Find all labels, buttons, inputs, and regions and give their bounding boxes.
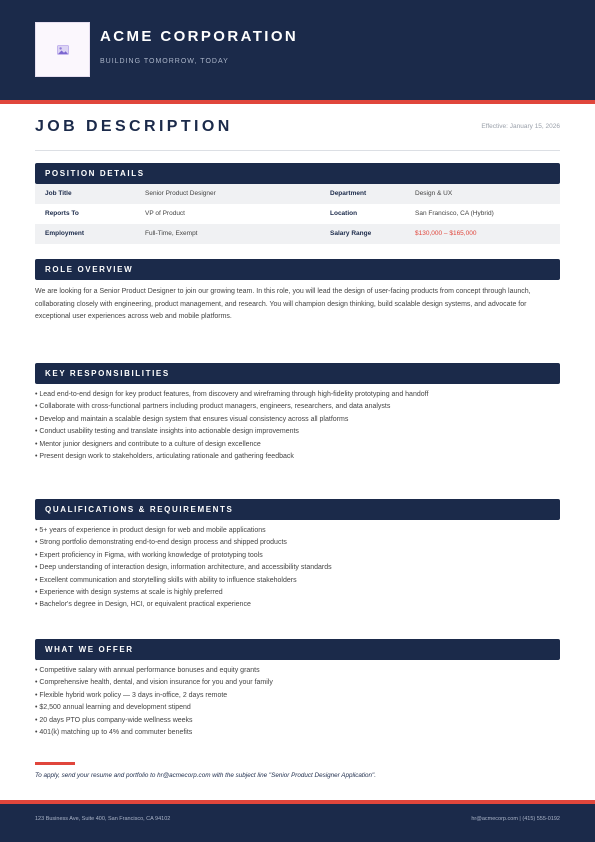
section-heading-role-overview	[35, 259, 560, 280]
list-item: • Competitive salary with annual performance bonuses and equity grants	[35, 667, 260, 674]
list-item: • 20 days PTO plus company-wide wellness weeks	[35, 716, 193, 724]
details-value: VP of Product	[145, 210, 185, 217]
effective-date: Effective: January 15, 2026	[481, 123, 560, 130]
position-details-table	[35, 184, 560, 244]
section-heading-qualifications	[35, 499, 560, 520]
page-header	[0, 0, 595, 100]
details-value: Senior Product Designer	[145, 190, 216, 197]
apply-accent-rule	[35, 762, 75, 765]
details-value: Design & UX	[415, 190, 453, 197]
details-label: Employment	[45, 230, 85, 237]
list-item: • Comprehensive health, dental, and vision insurance for you and your family	[35, 679, 273, 687]
list-item: • $2,500 annual learning and development stipend	[35, 704, 191, 712]
list-item: • Strong portfolio demonstrating end-to-end design process and shipped products	[35, 539, 287, 547]
details-row	[35, 224, 560, 244]
list-item: • Develop and maintain a scalable design system that ensures visual consistency across all platforms	[35, 415, 349, 423]
section-heading-label: WHAT WE OFFER	[45, 645, 134, 654]
image-placeholder-icon	[57, 45, 69, 55]
list-item: • 401(k) matching up to 4% and commuter benefits	[35, 729, 193, 737]
company-logo	[35, 22, 90, 77]
details-label: Job Title	[45, 190, 72, 197]
role-overview-text: We are looking for a Senior Product Designer to join our growing team. In this role, you will lead the design of user-facing products from concept through launch, collaborating closely with engineering, product management, and research. You will champion design thinking, build scalable design systems, and advocate for exceptional user experiences across web and mobile platforms.	[35, 288, 531, 320]
responsibilities-list	[35, 389, 560, 463]
list-item: • Mentor junior designers and contribute to a culture of design excellence	[35, 440, 261, 448]
document-title: JOB DESCRIPTION	[35, 118, 233, 135]
header-accent-stripe	[0, 100, 595, 104]
section-heading-label: KEY RESPONSIBILITIES	[45, 369, 170, 378]
salary-range-value: $130,000 – $165,000	[415, 230, 477, 237]
details-value: San Francisco, CA (Hybrid)	[415, 210, 494, 217]
list-item: • Bachelor's degree in Design, HCI, or equivalent practical experience	[35, 601, 251, 609]
section-heading-label: POSITION DETAILS	[45, 169, 145, 178]
list-item: • 5+ years of experience in product design for web and mobile applications	[35, 527, 266, 534]
list-item: • Collaborate with cross-functional partners including product managers, engineers, researchers, and data analysts	[35, 403, 391, 411]
section-heading-label: QUALIFICATIONS & REQUIREMENTS	[45, 505, 234, 514]
section-heading-position-details	[35, 163, 560, 184]
company-tagline: BUILDING TOMORROW, TODAY	[100, 58, 229, 65]
details-label: Reports To	[45, 210, 79, 217]
footer-address: 123 Business Ave, Suite 400, San Francisco, CA 94102	[35, 816, 171, 822]
list-item: • Flexible hybrid work policy — 3 days in-office, 2 days remote	[35, 691, 228, 699]
list-item: • Lead end-to-end design for key product features, from discovery and wireframing through high-fidelity prototyping and handoff	[35, 391, 429, 398]
title-divider	[35, 150, 560, 151]
list-item: • Experience with design systems at scale is highly preferred	[35, 589, 223, 597]
section-heading-label: ROLE OVERVIEW	[45, 265, 134, 274]
details-value: Full-Time, Exempt	[145, 230, 198, 237]
details-row	[35, 184, 560, 204]
list-item: • Conduct usability testing and translate insights into actionable design improvements	[35, 428, 299, 436]
footer-contact: hr@acmecorp.com | (415) 555-0192	[471, 816, 560, 822]
apply-instructions: To apply, send your resume and portfolio to hr@acmecorp.com with the subject line "Senior Product Designer Application".	[35, 772, 377, 779]
company-name: ACME CORPORATION	[100, 28, 299, 45]
section-heading-what-we-offer	[35, 639, 560, 660]
page-footer	[0, 804, 595, 842]
list-item: • Present design work to stakeholders, articulating rationale and gathering feedback	[35, 453, 294, 461]
qualifications-list	[35, 525, 560, 612]
details-label: Department	[330, 190, 367, 197]
offer-list	[35, 665, 560, 739]
list-item: • Expert proficiency in Figma, with working knowledge of prototyping tools	[35, 551, 263, 559]
details-row	[35, 204, 560, 224]
details-label: Location	[330, 210, 358, 217]
section-heading-key-responsibilities	[35, 363, 560, 384]
list-item: • Excellent communication and storytelling skills with ability to influence stakeholders	[35, 576, 297, 584]
details-label: Salary Range	[330, 230, 372, 237]
list-item: • Deep understanding of interaction design, information architecture, and accessibility standards	[35, 564, 332, 572]
